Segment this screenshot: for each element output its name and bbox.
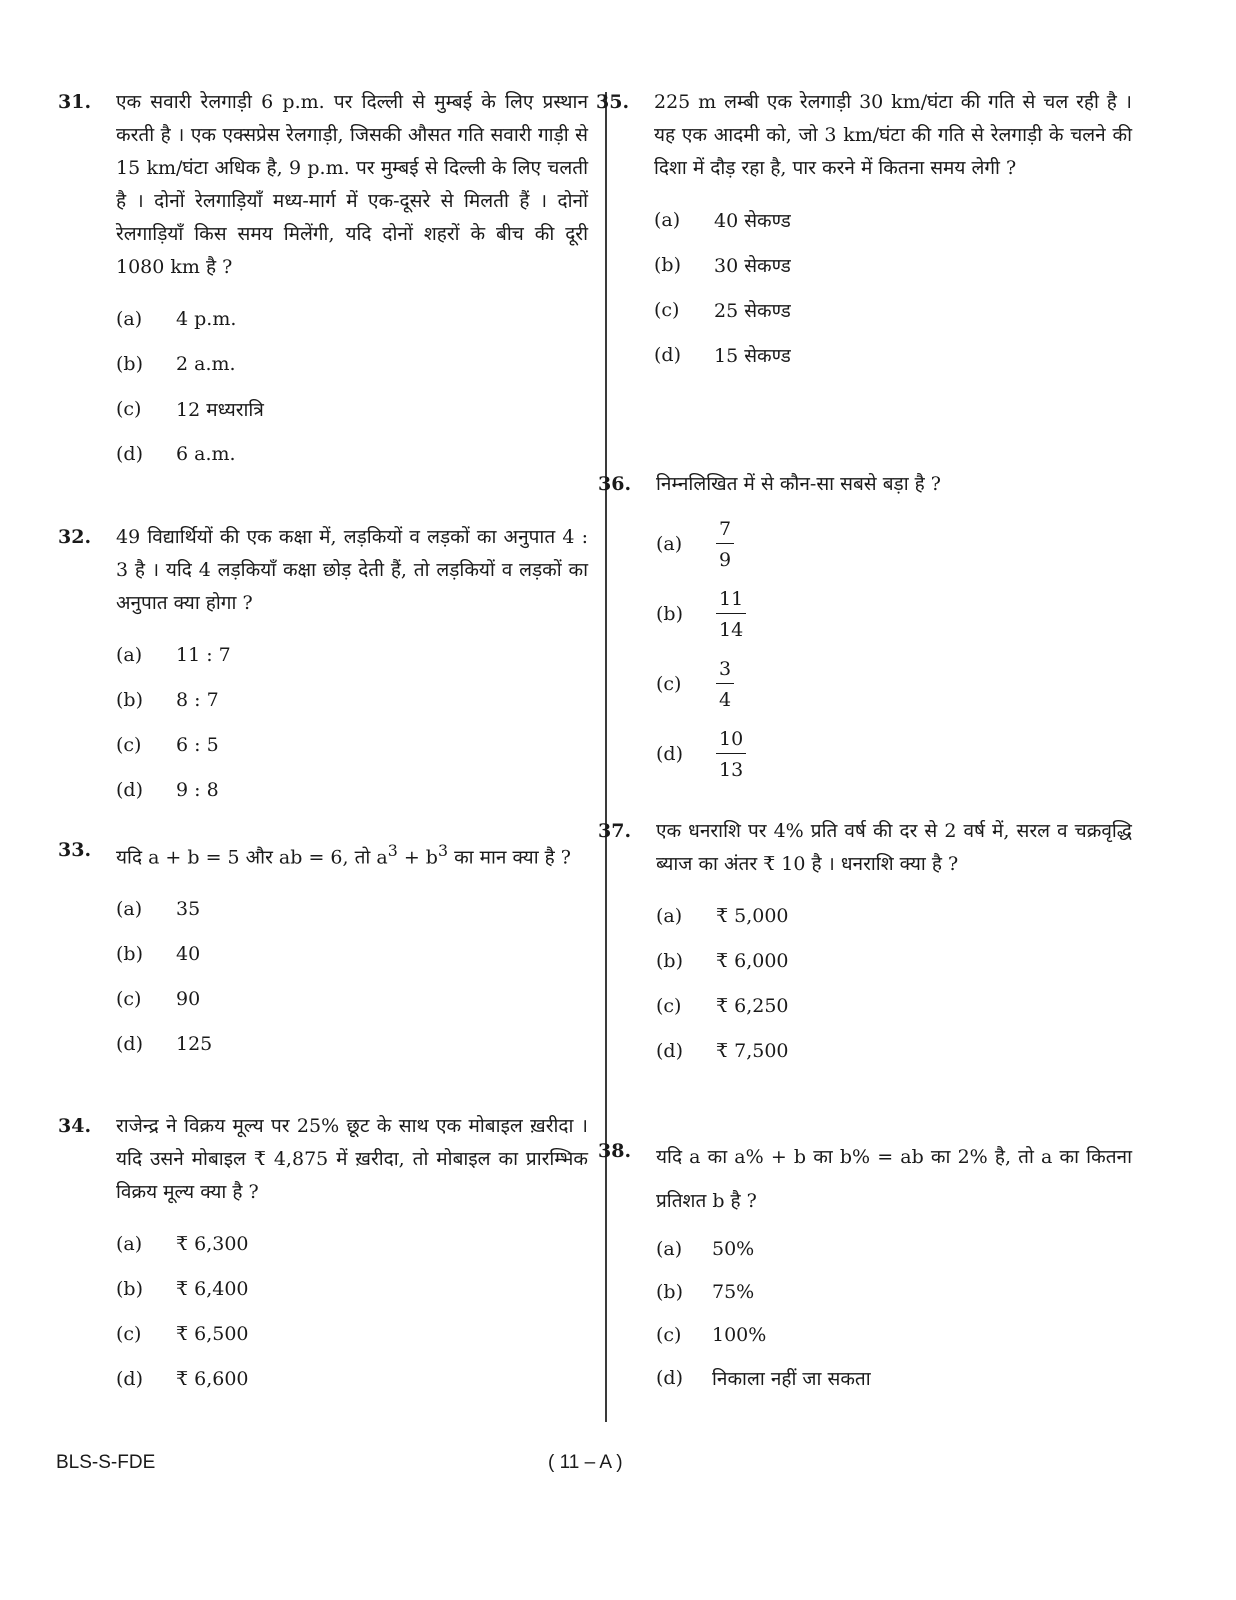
- page-number: ( 11 – A ): [548, 1452, 623, 1473]
- column-divider: [605, 92, 607, 1422]
- options-list: [116, 1221, 588, 1401]
- fraction: $\frac{7}{9}$: [716, 517, 734, 572]
- question-text: एक धनराशि पर 4% प्रति वर्ष की दर से 2 वर्ष में, सरल व चक्रवृद्धि ब्याज का अंतर ₹ 10 है । धनराशि क्या है ?: [656, 820, 1132, 875]
- option-a[interactable]: (a) 4 p.m.: [116, 307, 237, 330]
- options-list: [656, 1227, 1132, 1399]
- option-b[interactable]: (b) 75%: [656, 1280, 755, 1303]
- option-b[interactable]: (b) 2 a.m.: [116, 352, 236, 375]
- option-c[interactable]: (c) 90: [116, 987, 201, 1010]
- option-c[interactable]: (c) $\frac{3}{4}$: [656, 649, 1132, 719]
- option-c[interactable]: (c) 25 सेकण्ड: [654, 298, 791, 322]
- options-list: [654, 197, 1132, 377]
- fraction: $\frac{11}{14}$: [716, 587, 746, 642]
- option-b[interactable]: (b) 30 सेकण्ड: [654, 253, 791, 277]
- options-list: [656, 509, 1132, 789]
- option-c[interactable]: (c) ₹ 6,500: [116, 1322, 249, 1345]
- question-text: यदि a का a% + b का b% = ab का 2% है, तो a का कितना प्रतिशत b है ?: [656, 1146, 1132, 1212]
- option-b[interactable]: (b) $\frac{11}{14}$: [656, 579, 1132, 649]
- option-a[interactable]: (a) $\frac{7}{9}$: [656, 509, 1132, 579]
- question-37: [598, 815, 1132, 1073]
- options-list: [116, 886, 588, 1066]
- option-d[interactable]: (d) $\frac{10}{13}$: [656, 719, 1132, 789]
- option-b[interactable]: (b) ₹ 6,000: [656, 949, 789, 972]
- options-list: [116, 296, 588, 476]
- question-number: 31.: [58, 91, 92, 113]
- fraction: $\frac{3}{4}$: [716, 657, 734, 712]
- options-list: [116, 632, 588, 812]
- question-text: यदि a + b = 5 और ab = 6, तो $a^3 + b^3$ का मान क्या है ?: [116, 841, 571, 869]
- option-a[interactable]: (a) ₹ 5,000: [656, 904, 789, 927]
- option-b[interactable]: (b) 40: [116, 942, 201, 965]
- question-text: राजेन्द्र ने विक्रय मूल्य पर 25% छूट के साथ एक मोबाइल ख़रीदा । यदि उसने मोबाइल ₹ 4,875 में ख़रीदा, तो मोबाइल का प्रारम्भिक विक्रय मूल्य क्या है ?: [116, 1115, 588, 1203]
- fraction: $\frac{10}{13}$: [716, 727, 746, 782]
- question-36: [598, 468, 1132, 789]
- option-c[interactable]: (c) 100%: [656, 1323, 767, 1346]
- option-d[interactable]: (d) निकाला नहीं जा सकता: [656, 1366, 871, 1390]
- question-number: 33.: [58, 839, 92, 861]
- option-a[interactable]: (a) 35: [116, 897, 201, 920]
- option-a[interactable]: (a) ₹ 6,300: [116, 1232, 249, 1255]
- option-a[interactable]: (a) 11 : 7: [116, 643, 231, 666]
- question-number: 32.: [58, 526, 92, 548]
- option-d[interactable]: (d) 6 a.m.: [116, 442, 236, 465]
- option-b[interactable]: (b) ₹ 6,400: [116, 1277, 249, 1300]
- option-d[interactable]: (d) 15 सेकण्ड: [654, 343, 791, 367]
- option-c[interactable]: (c) 12 मध्यरात्रि: [116, 397, 264, 421]
- option-c[interactable]: (c) ₹ 6,250: [656, 994, 789, 1017]
- question-32: [58, 521, 588, 812]
- question-34: [58, 1110, 588, 1401]
- option-d[interactable]: (d) 9 : 8: [116, 778, 219, 801]
- option-c[interactable]: (c) 6 : 5: [116, 733, 219, 756]
- option-d[interactable]: (d) ₹ 7,500: [656, 1039, 789, 1062]
- question-number: 34.: [58, 1115, 92, 1137]
- option-a[interactable]: (a) 40 सेकण्ड: [654, 208, 791, 232]
- booklet-code: BLS-S-FDE: [56, 1452, 156, 1473]
- question-31: [58, 86, 588, 476]
- option-b[interactable]: (b) 8 : 7: [116, 688, 219, 711]
- question-number: 36.: [598, 473, 632, 495]
- question-number: 38.: [598, 1140, 632, 1162]
- question-35: [596, 86, 1132, 377]
- option-d[interactable]: (d) ₹ 6,600: [116, 1367, 249, 1390]
- question-text: निम्नलिखित में से कौन-सा सबसे बड़ा है ?: [656, 473, 941, 495]
- question-text: 49 विद्यार्थियों की एक कक्षा में, लड़कियों व लड़कों का अनुपात 4 : 3 है । यदि 4 लड़कियाँ कक्षा छोड़ देती हैं, तो लड़कियों व लड़कों का अनुपात क्या होगा ?: [116, 526, 588, 614]
- question-text: 225 m लम्बी एक रेलगाड़ी 30 km/घंटा की गति से चल रही है । यह एक आदमी को, जो 3 km/घंटा की गति से रेलगाड़ी के चलने की दिशा में दौड़ रहा है, पार करने में कितना समय लेगी ?: [654, 91, 1132, 179]
- question-number: 35.: [596, 91, 630, 113]
- question-38: [598, 1135, 1132, 1399]
- option-a[interactable]: (a) 50%: [656, 1237, 755, 1260]
- question-number: 37.: [598, 820, 632, 842]
- options-list: [656, 893, 1132, 1073]
- question-33: [58, 834, 588, 1066]
- option-d[interactable]: (d) 125: [116, 1032, 213, 1055]
- question-text: एक सवारी रेलगाड़ी 6 p.m. पर दिल्ली से मुम्बई के लिए प्रस्थान करती है । एक एक्सप्रेस रेलगाड़ी, जिसकी औसत गति सवारी गाड़ी से 15 km/घंटा अधिक है, 9 p.m. पर मुम्बई से दिल्ली के लिए चलती है । दोनों रेलगाड़ियाँ मध्य-मार्ग में एक-दूसरे से मिलती हैं । दोनों रेलगाड़ियाँ किस समय मिलेंगी, यदि दोनों शहरों के बीच की दूरी 1080 km है ?: [116, 91, 588, 278]
